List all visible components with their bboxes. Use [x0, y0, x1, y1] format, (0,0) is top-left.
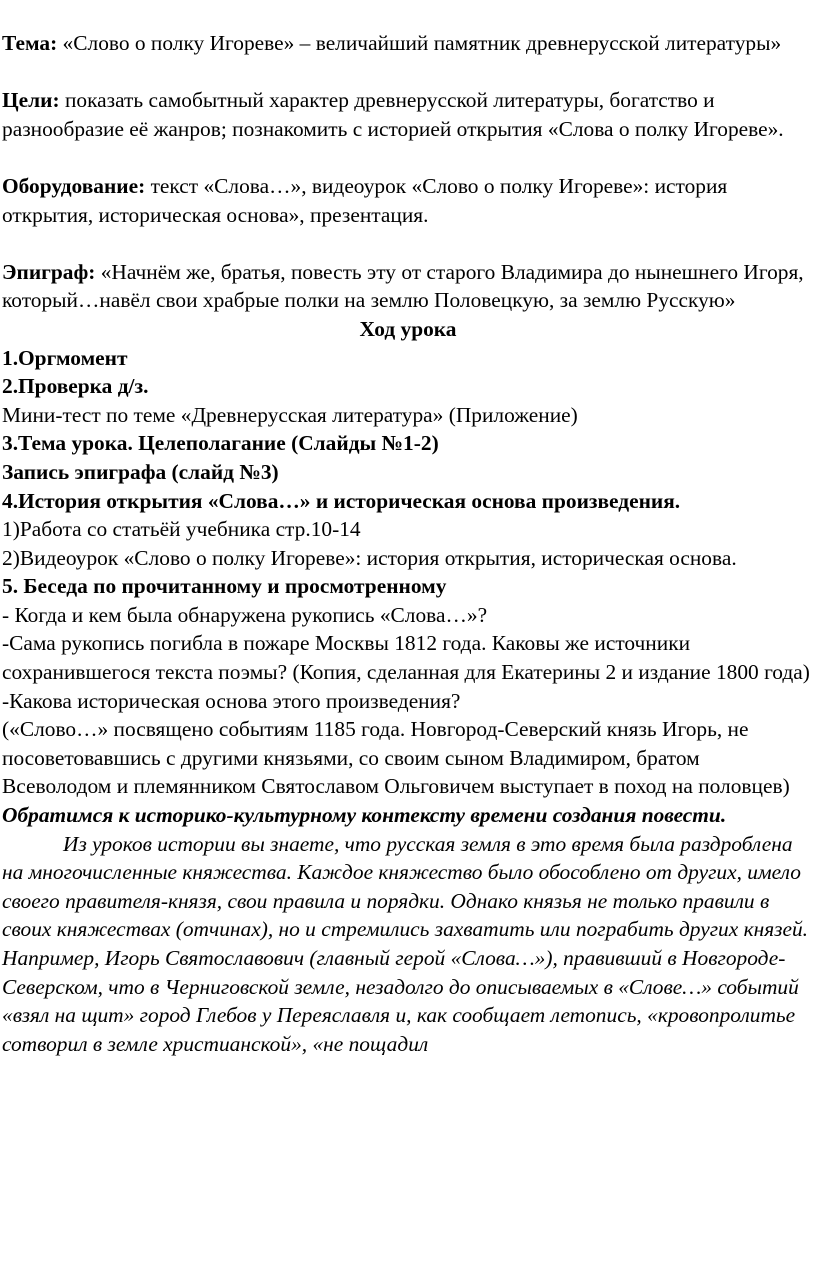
goals-paragraph	[2, 86, 814, 143]
document-page	[0, 29, 814, 1058]
step-3-heading: 3.Тема урока. Целеполагание (Слайды №1-2)	[2, 431, 439, 456]
step-2-text: Мини-тест по теме «Древнерусская литература» (Приложение)	[2, 402, 578, 427]
equipment-paragraph	[2, 172, 814, 229]
equipment-text: текст «Слова…», видеоурок «Слово о полку Игореве»: история открытия, историческая основа», презентация.	[2, 173, 728, 227]
question-2: -Сама рукопись погибла в пожаре Москвы 1812 года. Каковы же источники сохранившегося текста поэмы? (Копия, сделанная для Екатерины 2 и издание 1800 года)	[2, 631, 810, 685]
epigraph-label: Эпиграф:	[2, 259, 96, 284]
epigraph-paragraph	[2, 258, 814, 315]
spacer	[2, 143, 814, 172]
step-4-heading: 4.История открытия «Слова…» и историческая основа произведения.	[2, 488, 681, 513]
goals-label: Цели:	[2, 88, 60, 113]
answer-3: («Слово…» посвящено событиям 1185 года. Новгород-Северский князь Игорь, не посоветовавшись с другими князьями, со своим сыном Владимиром, братом Всеволодом и племянником Святославом Ольговичем выступает в поход на половцев)	[2, 717, 790, 799]
topic-paragraph	[2, 29, 814, 58]
step-5-heading: 5. Беседа по прочитанному и просмотренному	[2, 574, 447, 599]
step-4-item-2: 2)Видеоурок «Слово о полку Игореве»: история открытия, историческая основа.	[2, 545, 737, 570]
equipment-label: Оборудование:	[2, 173, 146, 198]
context-paragraph: Из уроков истории вы знаете, что русская земля в это время была раздроблена на многочисленные княжества. Каждое княжество было обособлено от других, имело своего правителя-князя, свои правила и порядки. Однако князья не только правили в своих княжествах (отчинах), но и стремились захватить или пограбить других князей. Например, Игорь Святославович (главный герой «Слова…»), правивший в Новгороде-Северском, что в Черниговской земле, незадолго до описываемых в «Слове…» событий «взял на щит» город Глебов у Переяславля и, как сообщает летопись, «кровопролитье сотворил в земле христианской», «не пощадил	[2, 831, 809, 1056]
step-3b-heading: Запись эпиграфа (слайд №3)	[2, 459, 279, 484]
question-3: -Какова историческая основа этого произведения?	[2, 688, 461, 713]
epigraph-text: «Начнём же, братья, повесть эту от старого Владимира до нынешнего Игоря, который…навёл свои храбрые полки на землю Половецкую, за землю Русскую»	[2, 259, 804, 313]
spacer	[2, 229, 814, 258]
step-1-heading: 1.Оргмомент	[2, 345, 128, 370]
question-1: - Когда и кем была обнаружена рукопись «Слова…»?	[2, 602, 488, 627]
topic-label: Тема:	[2, 31, 58, 55]
lesson-heading: Ход урока	[359, 316, 457, 341]
step-2-heading: 2.Проверка д/з.	[2, 374, 149, 399]
context-heading: Обратимся к историко-культурному контексту времени создания повести.	[2, 803, 727, 828]
topic-text: «Слово о полку Игореве» – величайший памятник древнерусской литературы»	[57, 31, 782, 55]
step-4-item-1: 1)Работа со статьёй учебника стр.10-14	[2, 517, 361, 542]
spacer	[2, 58, 814, 87]
goals-text: показать самобытный характер древнерусской литературы, богатство и разнообразие её жанров; познакомить с историей открытия «Слова о полку Игореве».	[2, 88, 784, 141]
